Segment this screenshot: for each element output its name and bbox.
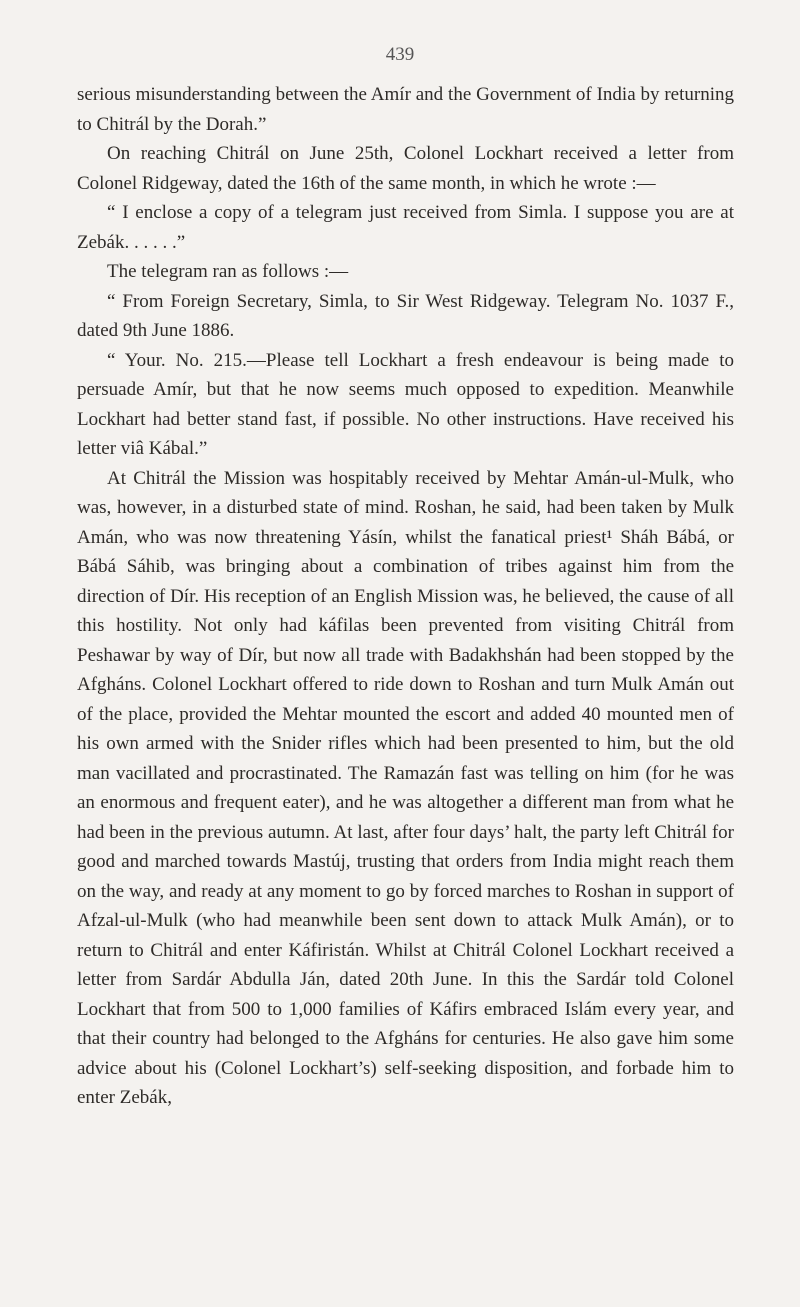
paragraph-7: At Chitrál the Mission was hospitably received by Mehtar Amán-ul-Mulk, who was, however, in a disturbed state of mind. Roshan, he said, had been taken by Mulk Amán, who was now threatening Yásín, whilst the fanatical priest¹ Sháh Bábá, or Bábá Sáhib, was bringing about a combination of tribes against him from the direction of Dír. His reception of an English Mission was, he believed, the cause of all this hostility. Not only had káfilas been prevented from visiting Chitrál from Peshawar by way of Dír, but now all trade with Badakhshán had been stopped by the Afgháns. Colonel Lockhart offered to ride down to Roshan and turn Mulk Amán out of the place, provided the Mehtar mounted the escort and added 40 mounted men of his own armed with the Snider rifles which had been presented to him, but the old man vacillated and procrastinated. The Ramazán fast was telling on him (for he was an enormous and frequent eater), and he was altogether a different man from what he had been in the previous autumn. At last, after four days’ halt, the party left Chitrál for good and marched towards Mastúj, trusting that orders from India might reach them on the way, and ready at any moment to go by forced marches to Roshan in support of Afzal-ul-Mulk (who had meanwhile been sent down to attack Mulk Amán), or to return to Chitrál and enter Káfiristán. Whilst at Chitrál Colonel Lockhart received a letter from Sardár Abdulla Ján, dated 20th June. In this the Sardár told Colonel Lockhart that from 500 to 1,000 families of Káfirs embraced Islám every year, and that their country had belonged to the Afgháns for centuries. He also gave him some advice about his (Colonel Lockhart’s) self-seeking disposition, and forbade him to enter Zebák,	[77, 467, 734, 1108]
paragraph-4: The telegram ran as follows :—	[107, 261, 349, 282]
paragraph-3-quote: “ I enclose a copy of a telegram just received from Simla. I suppose you are at Zebák. . . . . .”	[77, 202, 734, 253]
page-number: 439	[385, 44, 415, 65]
paragraph-5-telegram-header: “ From Foreign Secretary, Simla, to Sir West Ridgeway. Telegram No. 1037 F., dated 9th June 1886.	[77, 290, 734, 341]
paragraph-2: On reaching Chitrál on June 25th, Colonel Lockhart received a letter from Colonel Ridgeway, dated the 16th of the same month, in which he wrote :—	[77, 143, 734, 194]
paragraph-1: serious misunderstanding between the Amír and the Government of India by returning to Chitrál by the Dorah.”	[77, 84, 734, 135]
paragraph-6-telegram-body: “ Your. No. 215.—Please tell Lockhart a fresh endeavour is being made to persuade Amír, but that he now seems much opposed to expedition. Meanwhile Lockhart had better stand fast, if possible. No other instructions. Have received his letter viâ Kábal.”	[77, 349, 734, 459]
body-text	[77, 80, 734, 1113]
